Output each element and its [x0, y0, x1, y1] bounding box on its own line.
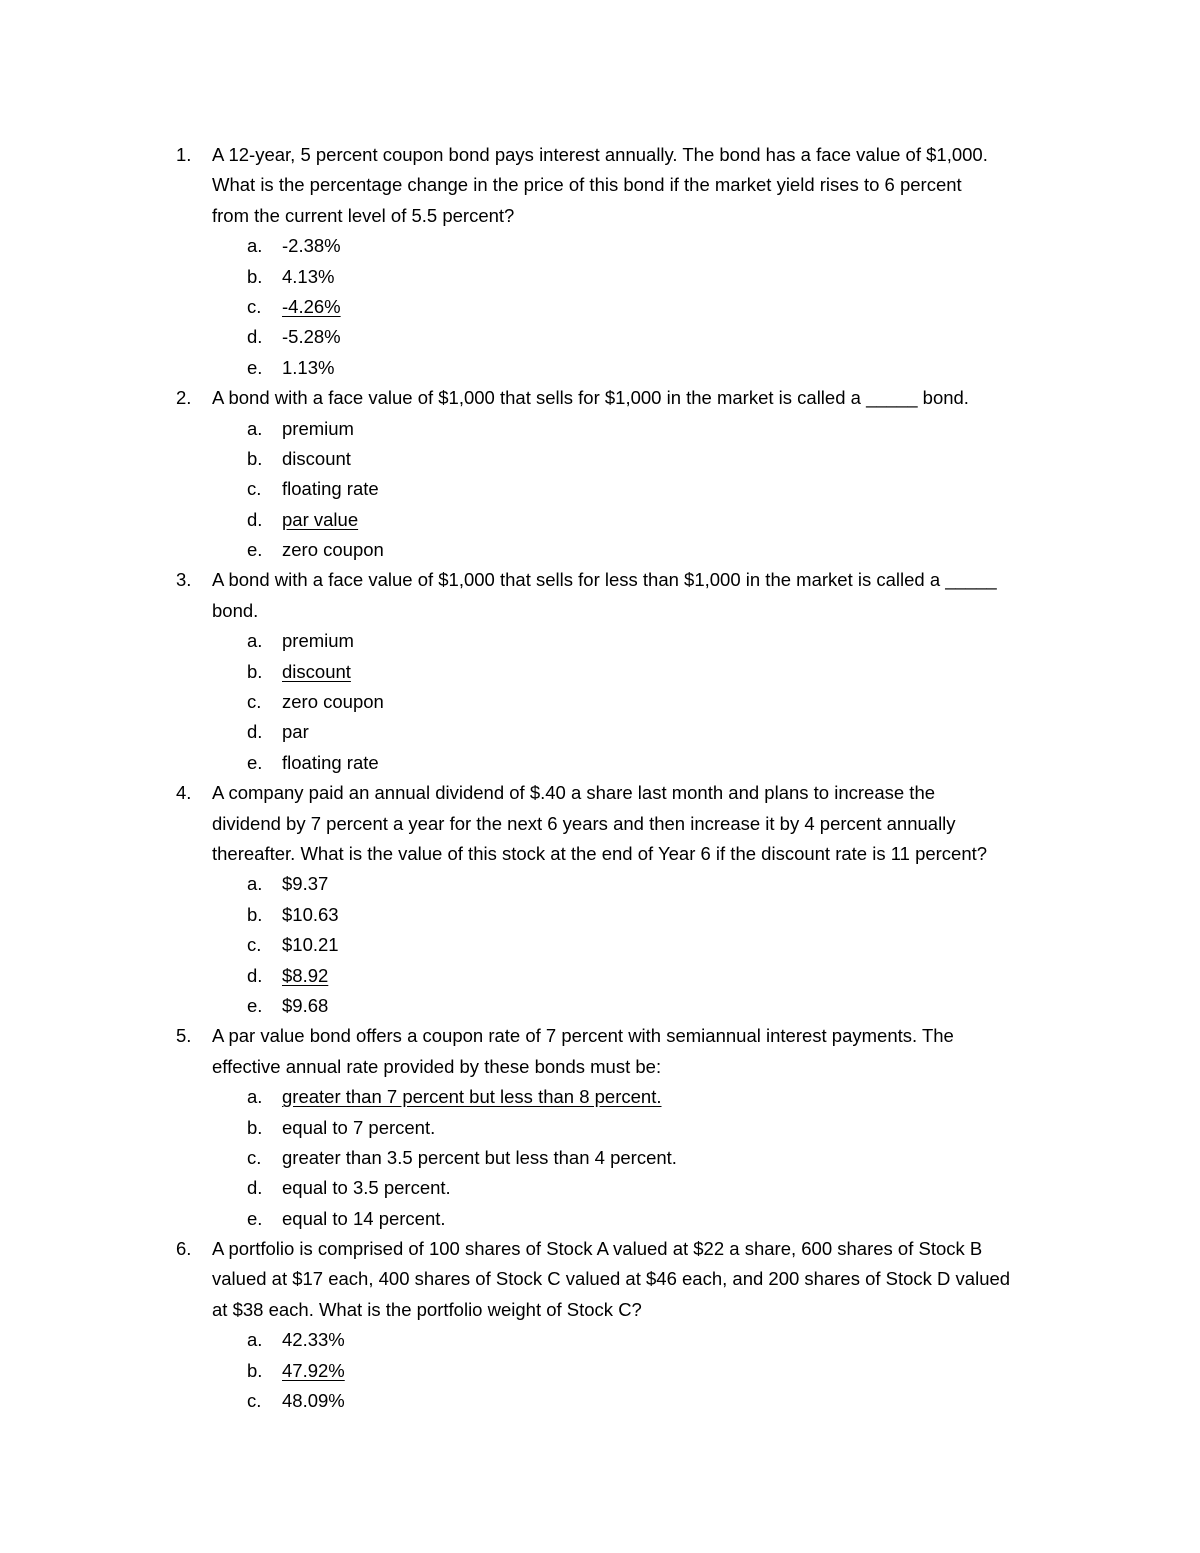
question-text: bond. — [212, 599, 259, 621]
option-letter: c. — [247, 1390, 262, 1412]
question-text-line — [0, 140, 1200, 170]
document-body — [0, 140, 1200, 1416]
option-letter: e. — [247, 356, 263, 378]
correct-option-text: discount — [282, 660, 351, 682]
answer-option — [0, 1386, 1200, 1416]
correct-option-text: 47.92% — [282, 1359, 345, 1381]
question-text-line — [0, 383, 1200, 413]
question-5 — [0, 1021, 1200, 1234]
option-letter: e. — [247, 1207, 263, 1229]
correct-option-text: par value — [282, 508, 359, 530]
question-text: A portfolio is comprised of 100 shares of Stock A valued at $22 a share, 600 shares of Stock B — [212, 1238, 983, 1260]
question-text: dividend by 7 percent a year for the next 6 years and then increase it by 4 percent annually — [212, 812, 956, 834]
option-letter: d. — [247, 508, 263, 530]
option-letter: a. — [247, 1329, 263, 1351]
answer-option — [0, 961, 1200, 991]
answer-option — [0, 414, 1200, 444]
question-text: A bond with a face value of $1,000 that sells for $1,000 in the market is called a _____ bond. — [212, 387, 969, 409]
question-text: A bond with a face value of $1,000 that sells for less than $1,000 in the market is called a _____ — [212, 569, 997, 591]
option-text: greater than 3.5 percent but less than 4 percent. — [282, 1146, 677, 1168]
question-text-line — [0, 809, 1200, 839]
question-number: 5. — [176, 1025, 192, 1047]
answer-option — [0, 231, 1200, 261]
answer-option — [0, 1143, 1200, 1173]
option-text: $9.37 — [282, 873, 329, 895]
question-number: 4. — [176, 782, 192, 804]
question-text-line — [0, 839, 1200, 869]
question-text: A 12-year, 5 percent coupon bond pays interest annually. The bond has a face value of $1,000. — [212, 144, 988, 165]
answer-option — [0, 717, 1200, 747]
option-text: 4.13% — [282, 265, 335, 287]
answer-option — [0, 748, 1200, 778]
option-text: 48.09% — [282, 1390, 345, 1412]
option-text: 42.33% — [282, 1329, 345, 1351]
question-text: A company paid an annual dividend of $.40 a share last month and plans to increase the — [212, 782, 936, 804]
question-text-line — [0, 1234, 1200, 1264]
option-letter: b. — [247, 660, 263, 682]
option-letter: c. — [247, 1146, 262, 1168]
option-letter: b. — [247, 447, 263, 469]
question-text-line — [0, 1264, 1200, 1294]
option-text: equal to 7 percent. — [282, 1116, 436, 1138]
option-letter: a. — [247, 417, 263, 439]
answer-option — [0, 353, 1200, 383]
option-text: par — [282, 721, 309, 743]
answer-option — [0, 1082, 1200, 1112]
option-letter: d. — [247, 964, 263, 986]
answer-option — [0, 505, 1200, 535]
option-text: 1.13% — [282, 356, 335, 378]
option-text: floating rate — [282, 751, 379, 773]
option-letter: d. — [247, 721, 263, 743]
question-text-line — [0, 778, 1200, 808]
option-letter: b. — [247, 1359, 263, 1381]
option-text: -5.28% — [282, 326, 341, 348]
question-text: at $38 each. What is the portfolio weight of Stock C? — [212, 1298, 642, 1320]
option-letter: e. — [247, 539, 263, 561]
correct-option-text: -4.26% — [282, 295, 341, 317]
question-3 — [0, 565, 1200, 778]
question-text-line — [0, 1021, 1200, 1051]
correct-option-text: $8.92 — [282, 964, 329, 986]
question-text-line — [0, 596, 1200, 626]
question-text: from the current level of 5.5 percent? — [212, 204, 515, 226]
option-letter: d. — [247, 1177, 263, 1199]
question-1 — [0, 140, 1200, 383]
question-text: A par value bond offers a coupon rate of 7 percent with semiannual interest payments. The — [212, 1025, 954, 1047]
option-text: equal to 3.5 percent. — [282, 1177, 451, 1199]
option-text: zero coupon — [282, 539, 384, 561]
answer-option — [0, 292, 1200, 322]
question-text: effective annual rate provided by these bonds must be: — [212, 1055, 662, 1077]
question-number: 1. — [176, 144, 192, 165]
option-text: discount — [282, 447, 351, 469]
option-text: $10.63 — [282, 903, 339, 925]
option-letter: e. — [247, 994, 263, 1016]
option-letter: b. — [247, 265, 263, 287]
question-text: What is the percentage change in the price of this bond if the market yield rises to 6 percent — [212, 174, 962, 196]
answer-option — [0, 1325, 1200, 1355]
option-letter: d. — [247, 326, 263, 348]
option-text: -2.38% — [282, 235, 341, 257]
question-number: 2. — [176, 387, 192, 409]
option-text: $10.21 — [282, 934, 339, 956]
option-letter: a. — [247, 1086, 263, 1108]
option-letter: b. — [247, 1116, 263, 1138]
option-letter: e. — [247, 751, 263, 773]
option-letter: c. — [247, 691, 262, 713]
answer-option — [0, 626, 1200, 656]
question-text-line — [0, 1295, 1200, 1325]
answer-option — [0, 1356, 1200, 1386]
answer-option — [0, 535, 1200, 565]
option-letter: c. — [247, 478, 262, 500]
question-6 — [0, 1234, 1200, 1416]
answer-option — [0, 657, 1200, 687]
answer-option — [0, 474, 1200, 504]
option-text: premium — [282, 630, 354, 652]
answer-option — [0, 900, 1200, 930]
question-4 — [0, 778, 1200, 1021]
answer-option — [0, 1113, 1200, 1143]
question-text: thereafter. What is the value of this stock at the end of Year 6 if the discount rate is 11 percent? — [212, 842, 988, 864]
answer-option — [0, 444, 1200, 474]
answer-option — [0, 1204, 1200, 1234]
option-text: $9.68 — [282, 994, 329, 1016]
option-letter: a. — [247, 235, 263, 257]
question-2 — [0, 383, 1200, 565]
question-text-line — [0, 565, 1200, 595]
answer-option — [0, 262, 1200, 292]
option-letter: c. — [247, 295, 262, 317]
question-text-line — [0, 201, 1200, 231]
question-number: 6. — [176, 1238, 192, 1260]
option-text: premium — [282, 417, 354, 439]
question-number: 3. — [176, 569, 192, 591]
option-text: floating rate — [282, 478, 379, 500]
answer-option — [0, 322, 1200, 352]
question-text-line — [0, 170, 1200, 200]
answer-option — [0, 930, 1200, 960]
question-text-line — [0, 1052, 1200, 1082]
answer-option — [0, 991, 1200, 1021]
answer-option — [0, 687, 1200, 717]
option-letter: a. — [247, 873, 263, 895]
question-text: valued at $17 each, 400 shares of Stock C valued at $46 each, and 200 shares of Stock D valued — [212, 1268, 1011, 1290]
option-letter: c. — [247, 934, 262, 956]
option-text: equal to 14 percent. — [282, 1207, 446, 1229]
option-letter: a. — [247, 630, 263, 652]
option-letter: b. — [247, 903, 263, 925]
answer-option — [0, 1173, 1200, 1203]
answer-option — [0, 869, 1200, 899]
option-text: zero coupon — [282, 691, 384, 713]
correct-option-text: greater than 7 percent but less than 8 percent. — [282, 1086, 662, 1108]
